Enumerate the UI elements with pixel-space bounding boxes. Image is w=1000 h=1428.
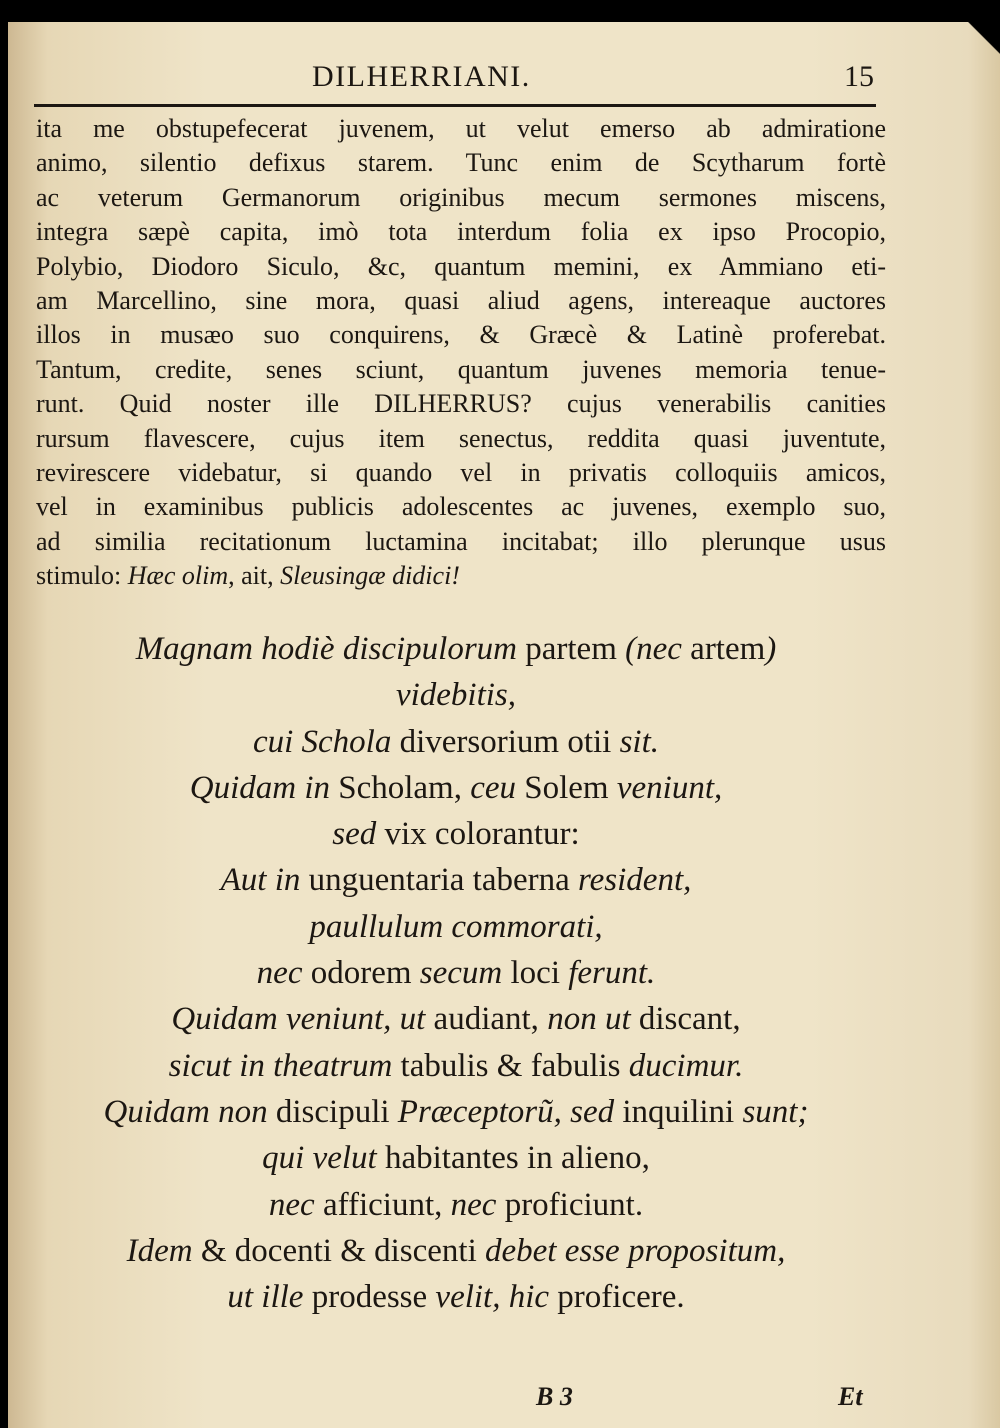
prose-line: am Marcellino, sine mora, quasi aliud agens, intereaque auctores (36, 286, 886, 316)
verse-line (36, 1228, 876, 1274)
verse-line (36, 719, 876, 765)
verse-italic: veniunt, (616, 769, 723, 806)
verse-italic: qui velut (262, 1140, 377, 1177)
prose-last-line (36, 559, 886, 593)
verse-italic: Præceptorũ, sed (397, 1093, 615, 1130)
prose-text: stimulo: (36, 561, 122, 591)
verse-roman: loci (502, 955, 569, 992)
prose-text: , ait, (228, 561, 274, 591)
verse-line (36, 1182, 876, 1228)
prose-line: ita me obstupefecerat juvenem, ut velut emerso ab admiratione (36, 114, 886, 143)
verse-roman: proficere. (549, 1279, 685, 1316)
prose-line: integra sæpè capita, imò tota interdum folia ex ipso Procopio, (36, 217, 886, 247)
page-footer (8, 1382, 1000, 1422)
quote-intro: Hæc olim (127, 561, 229, 591)
page-header (8, 60, 1000, 104)
verse-line (36, 765, 876, 811)
prose-line: vel in examinibus publicis adolescentes ac juvenes, exemplo suo, (36, 492, 886, 522)
verse-italic: Magnam hodiè discipulorum (135, 631, 517, 667)
verse-italic: ut ille (227, 1279, 304, 1316)
verse-roman: & docenti & discenti (192, 1232, 485, 1269)
verse-roman: discipuli (267, 1093, 398, 1130)
prose-paragraph (36, 112, 886, 594)
verse-italic: cui Schola (252, 723, 392, 760)
verse-italic: videbitis, (395, 677, 517, 714)
verse-italic: velit, hic (435, 1279, 550, 1316)
verse-line (36, 811, 876, 857)
verse-italic: nec (450, 1186, 497, 1223)
verse-roman: Scholam, (329, 769, 471, 806)
quoted-verse-block (36, 626, 876, 1320)
verse-line (36, 1089, 876, 1135)
verse-roman: odorem (302, 955, 420, 992)
verse-italic: sed (332, 816, 377, 853)
verse-line (36, 1274, 876, 1320)
verse-italic: sunt; (742, 1093, 809, 1130)
verse-line (36, 1135, 876, 1181)
verse-roman: unguentaria taberna (300, 862, 579, 899)
verse-roman: habitantes in alieno, (376, 1140, 650, 1177)
prose-line: illos in musæo suo conquirens, & Græcè & Latinè proferebat. (36, 320, 886, 350)
running-head: DILHERRIANI. (312, 60, 531, 93)
verse-italic: Quidam veniunt, ut (171, 1001, 426, 1038)
verse-line (36, 672, 876, 718)
verse-roman: tabulis & fabulis (392, 1047, 629, 1084)
verse-line (36, 626, 876, 672)
prose-line: animo, silentio defixus starem. Tunc enim de Scytharum fortè (36, 148, 886, 178)
prose-line: revirescere videbatur, si quando vel in privatis colloquiis amicos, (36, 458, 886, 488)
prose-line: runt. Quid noster ille DILHERRUS? cujus venerabilis canities (36, 389, 886, 419)
verse-roman: audiant, (425, 1001, 548, 1038)
verse-italic: sicut in theatrum (168, 1047, 393, 1084)
verse-italic: (nec (625, 631, 682, 667)
verse-italic: ) (765, 631, 777, 667)
verse-line (36, 857, 876, 903)
verse-roman: vix colorantur: (376, 816, 580, 853)
verse-italic: resident, (578, 862, 692, 899)
verse-italic: paullulum commorati, (309, 908, 603, 945)
verse-italic: nec (268, 1186, 315, 1223)
verse-italic: Quidam in (189, 769, 330, 806)
verse-italic: secum (419, 955, 503, 992)
prose-line: rursum flavescere, cujus item senectus, reddita quasi juventute, (36, 423, 886, 453)
prose-line: ac veterum Germanorum originibus mecum sermones miscens, (36, 182, 886, 212)
verse-line (36, 904, 876, 950)
prose-line: Polybio, Diodoro Siculo, &c, quantum memini, ex Ammiano eti- (36, 251, 886, 281)
verse-roman: partem (517, 631, 626, 667)
prose-line: ad similia recitationum luctamina incitabat; illo plerunque usus (36, 526, 886, 556)
verse-line (36, 950, 876, 996)
verse-line (36, 1043, 876, 1089)
book-page (8, 22, 1000, 1428)
verse-roman: prodesse (303, 1279, 436, 1316)
verse-italic: Idem (126, 1232, 193, 1269)
verse-italic: Quidam non (103, 1093, 268, 1130)
verse-italic: ducimur. (628, 1047, 744, 1084)
header-rule (34, 104, 876, 107)
prose-line: Tantum, credite, senes sciunt, quantum juvenes memoria tenue- (36, 354, 886, 384)
verse-roman: proficiunt. (496, 1186, 644, 1223)
verse-italic: sit. (619, 723, 660, 760)
verse-roman: discant, (630, 1001, 741, 1038)
verse-roman: diversorium otii (391, 723, 620, 760)
verse-line (36, 996, 876, 1042)
verse-roman: artem (681, 631, 766, 667)
verse-italic: ferunt. (568, 955, 656, 992)
verse-italic: ceu (470, 769, 517, 806)
signature-mark: B 3 (536, 1382, 573, 1411)
verse-roman: inquilini (614, 1093, 743, 1130)
verse-italic: nec (256, 955, 303, 992)
verse-italic: non ut (547, 1001, 631, 1038)
verse-italic: Aut in (220, 862, 301, 899)
verse-roman: Solem (516, 769, 617, 806)
verse-roman: afficiunt, (314, 1186, 451, 1223)
catchword: Et (838, 1382, 863, 1411)
verse-italic: debet esse propositum, (485, 1232, 786, 1269)
page-number: 15 (844, 60, 874, 93)
quote-intro: Sleusingæ didici! (280, 561, 460, 591)
